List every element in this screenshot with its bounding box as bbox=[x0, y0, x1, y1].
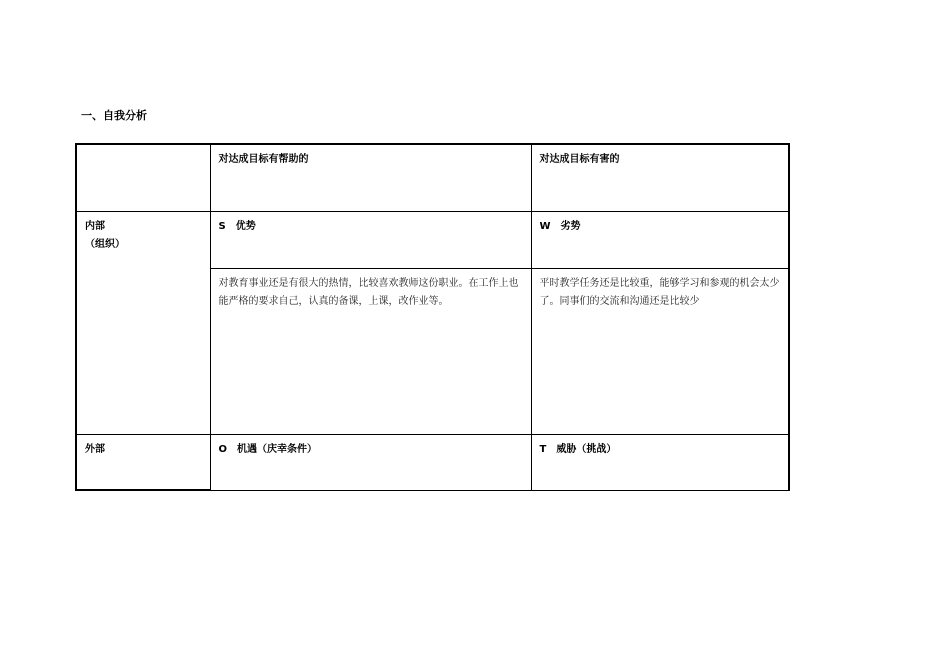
strengths-text-cell: 对教育事业还是有很大的热情，比较喜欢教师这份职业。在工作上也能严格的要求自己，认真的备课，上课，改作业等。 bbox=[210, 268, 531, 434]
internal-label-cell bbox=[76, 211, 210, 434]
weaknesses-title-cell: W 劣势 bbox=[531, 211, 789, 268]
harmful-header-cell: 对达成目标有害的 bbox=[531, 144, 789, 211]
strengths-title-cell: S 优势 bbox=[210, 211, 531, 268]
external-label-cell: 外部 bbox=[76, 434, 210, 490]
helpful-header-cell: 对达成目标有帮助的 bbox=[210, 144, 531, 211]
threats-title-cell: T 威胁（挑战） bbox=[531, 434, 789, 490]
table-row-external bbox=[76, 434, 789, 490]
swot-analysis-table bbox=[75, 143, 790, 491]
internal-sub-label: （组织） bbox=[85, 238, 125, 250]
table-row-internal-titles bbox=[76, 211, 789, 268]
internal-label: 内部 bbox=[85, 220, 105, 232]
opportunities-title-cell: O 机遇（庆幸条件） bbox=[210, 434, 531, 490]
table-row-header bbox=[76, 144, 789, 211]
corner-cell bbox=[76, 144, 210, 211]
weaknesses-text-cell: 平时教学任务还是比较重，能够学习和参观的机会太少了。同事们的交流和沟通还是比较少 bbox=[531, 268, 789, 434]
section-heading: 一、自我分析 bbox=[81, 109, 147, 122]
